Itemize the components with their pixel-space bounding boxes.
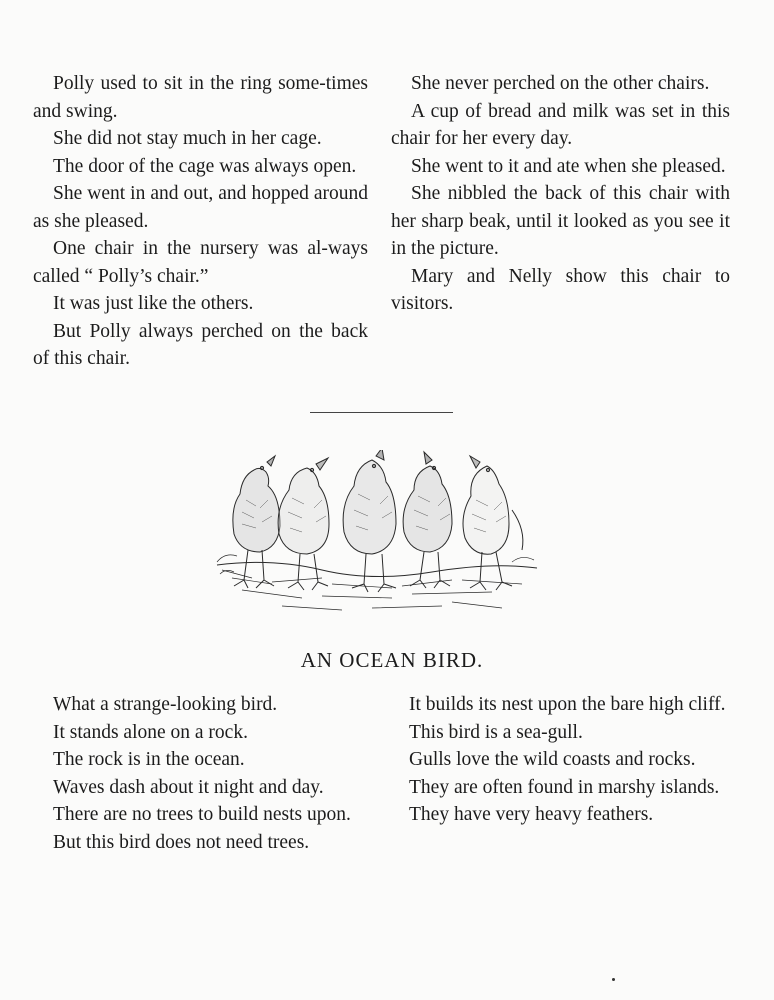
paragraph: It builds its nest upon the bare high cliff.: [409, 694, 726, 715]
paragraph: She did not stay much in her cage.: [53, 128, 322, 149]
paragraph: Waves dash about it night and day.: [53, 776, 324, 798]
bird-3: [343, 450, 396, 592]
paragraph: It stands alone on a rock.: [53, 721, 248, 743]
paragraph: Gulls love the wild coasts and rocks.: [409, 749, 696, 770]
paragraph: They are often found in marshy islands.: [409, 776, 720, 798]
paragraph: This bird is a sea-gull.: [409, 721, 583, 743]
bird-5: [463, 456, 523, 590]
paragraph: They have very heavy feathers.: [409, 804, 654, 825]
paragraph: One chair in the nursery was al-ways called “ Polly’s chair.”: [33, 238, 368, 287]
section1-right-column: [391, 70, 730, 318]
paragraph: Polly used to sit in the ring some-times and swing.: [33, 73, 368, 122]
section-divider: [310, 412, 453, 413]
paragraph: Mary and Nelly show this chair to visitors.: [391, 265, 730, 314]
paragraph: She went to it and ate when she pleased.: [411, 155, 726, 177]
paragraph: But this bird does not need trees.: [53, 831, 310, 853]
ground-line: [217, 562, 537, 576]
paragraph: The door of the cage was always open.: [53, 155, 357, 177]
paragraph: She went in and out, and hopped around as she pleased.: [33, 183, 368, 232]
paragraph: What a strange-looking bird.: [53, 694, 278, 715]
section2-left-column: [33, 691, 367, 856]
paragraph: But Polly always perched on the back of this chair.: [33, 320, 368, 369]
section-title: AN OCEAN BIRD.: [300, 648, 484, 672]
print-speck: [612, 978, 615, 981]
paragraph: There are no trees to build nests upon.: [53, 804, 351, 825]
paragraph: The rock is in the ocean.: [53, 749, 245, 770]
paragraph: She nibbled the back of this chair with her sharp beak, until it looked as you see it in the picture.: [391, 183, 730, 259]
paragraph: It was just like the others.: [53, 293, 254, 314]
paragraph: A cup of bread and milk was set in this chair for her every day.: [391, 100, 730, 149]
five-baby-birds-illustration: [212, 450, 542, 630]
paragraph: She never perched on the other chairs.: [411, 73, 710, 94]
bird-1: [233, 456, 280, 588]
section1-left-column: [33, 70, 368, 373]
section2-right-column: [389, 691, 728, 829]
bird-4: [403, 452, 452, 588]
